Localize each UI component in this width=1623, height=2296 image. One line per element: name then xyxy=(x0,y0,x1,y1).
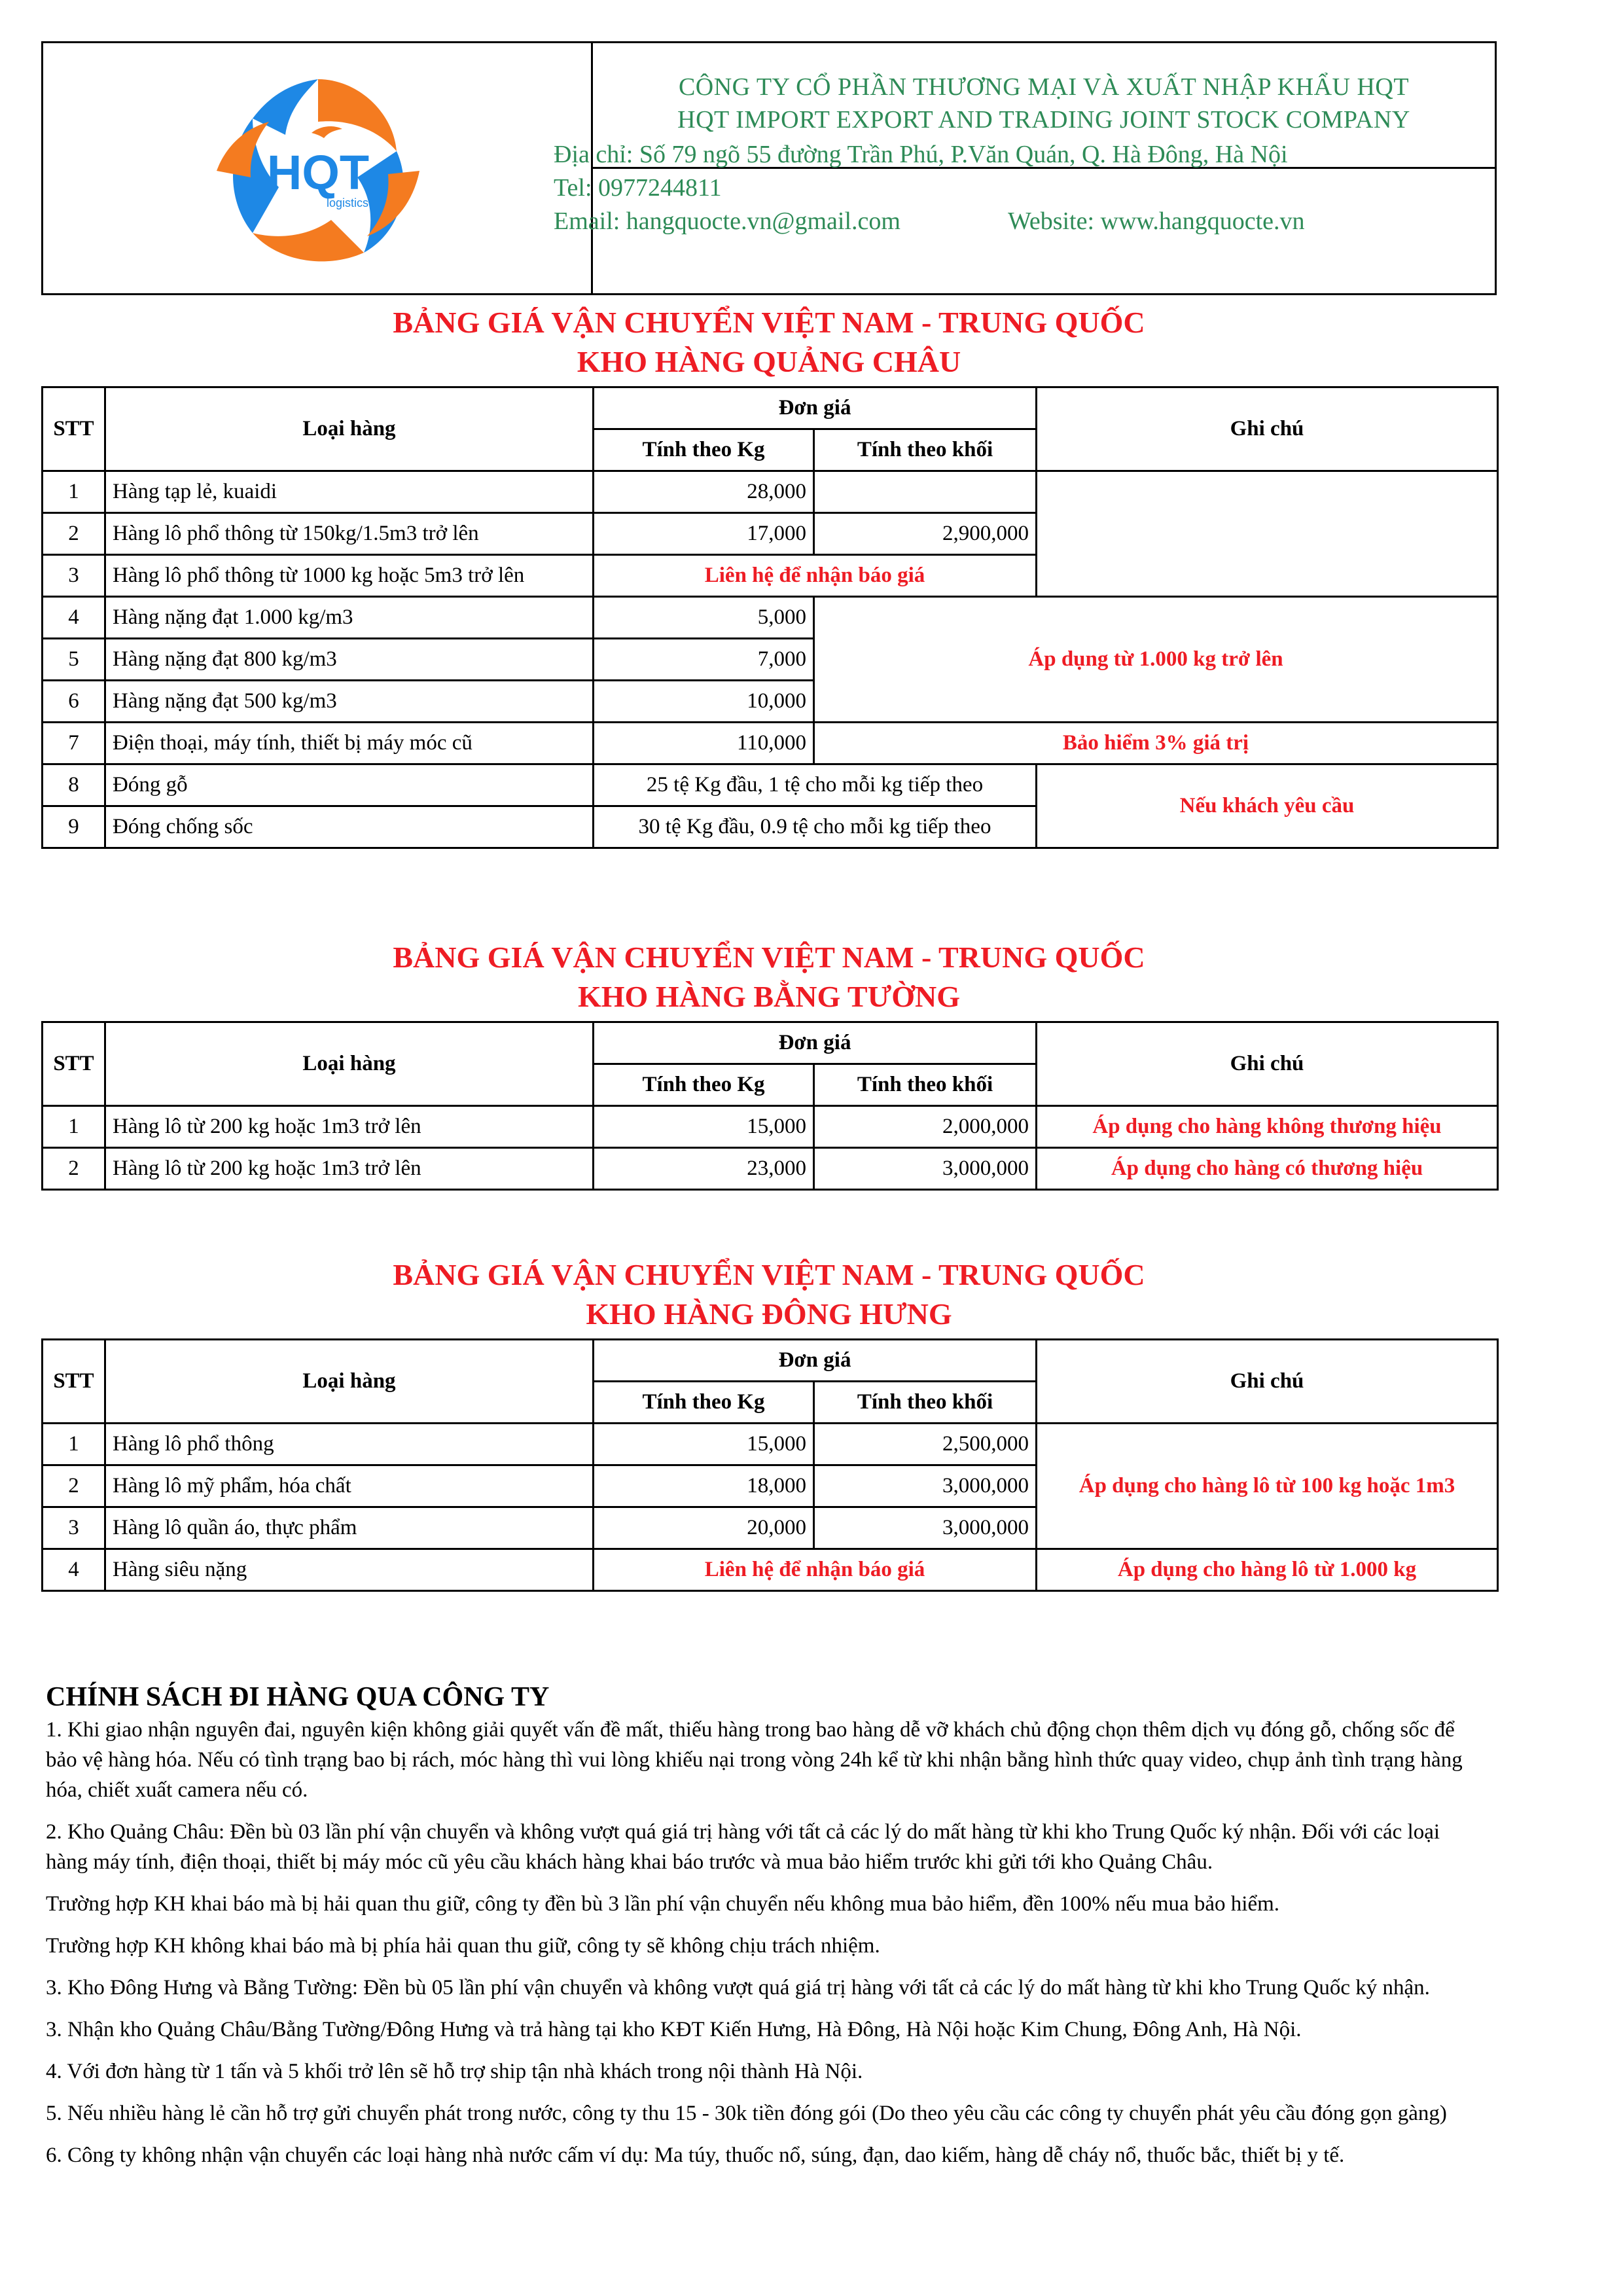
company-website: Website: www.hangquocte.vn xyxy=(1008,207,1305,235)
price-table-quang-chau xyxy=(41,386,1499,849)
table-row: 5 Hàng nặng đạt 800 kg/m3 7,000 xyxy=(43,639,1498,681)
table-row: 6 Hàng nặng đạt 500 kg/m3 10,000 xyxy=(43,681,1498,723)
policy-item: Trường hợp KH khai báo mà bị hải quan thu giữ, công ty đền bù 3 lần phí vận chuyển nếu không mua bảo hiểm, đền 100% nếu mua bảo hiểm. xyxy=(46,1892,1280,1916)
policy-title: CHÍNH SÁCH ĐI HÀNG QUA CÔNG TY xyxy=(46,1682,550,1712)
empty-note-cell xyxy=(1037,471,1498,597)
table-row: 1 Hàng lô phổ thông 15,000 2,500,000 Áp dụng cho hàng lô từ 100 kg hoặc 1m3 xyxy=(43,1424,1498,1465)
hqt-logo xyxy=(197,73,439,269)
table-row: 2 Hàng lô mỹ phẩm, hóa chất 18,000 3,000,000 xyxy=(43,1465,1498,1507)
table-row: 7 Điện thoại, máy tính, thiết bị máy móc cũ 110,000 Bảo hiểm 3% giá trị xyxy=(43,723,1498,764)
header-theo-khoi: Tính theo khối xyxy=(814,429,1037,471)
note-lot: Áp dụng cho hàng lô từ 100 kg hoặc 1m3 xyxy=(1037,1424,1498,1549)
table-row: 2 Hàng lô từ 200 kg hoặc 1m3 trở lên 23,000 3,000,000 Áp dụng cho hàng có thương hiệu xyxy=(43,1148,1498,1190)
header-theo-kg: Tính theo Kg xyxy=(594,429,814,471)
contact-for-quote: Liên hệ để nhận báo giá xyxy=(594,555,1037,597)
table-row: 9 Đóng chống sốc 30 tệ Kg đầu, 0.9 tệ cho mỗi kg tiếp theo xyxy=(43,806,1498,848)
policy-section xyxy=(46,1682,1486,2182)
table-row: 3 Hàng lô quần áo, thực phẩm 20,000 3,000,000 xyxy=(43,1507,1498,1549)
table-row: 1 Hàng tạp lẻ, kuaidi 28,000 xyxy=(43,471,1498,513)
header-loai-hang: Loại hàng xyxy=(105,387,594,471)
note-insurance: Bảo hiểm 3% giá trị xyxy=(814,723,1498,764)
policy-item: 5. Nếu nhiều hàng lẻ cần hỗ trợ gửi chuyển phát trong nước, công ty thu 15 - 30k tiền đóng gói (Do theo yêu cầu các công ty chuyển phát yêu cầu đóng gọn gàng) xyxy=(46,2102,1447,2125)
policy-item: 6. Công ty không nhận vận chuyển các loại hàng nhà nước cấm ví dụ: Ma túy, thuốc nổ, súng, đạn, dao kiếm, hàng dễ cháy nổ, thuốc bắc, thiết bị y tế. xyxy=(46,2144,1345,2167)
table-row: 1 Hàng lô từ 200 kg hoặc 1m3 trở lên 15,000 2,000,000 Áp dụng cho hàng không thương hiệu xyxy=(43,1106,1498,1148)
company-name-en: HQT IMPORT EXPORT AND TRADING JOINT STOCK COMPANY xyxy=(677,106,1410,134)
table-row: 4 Hàng nặng đạt 1.000 kg/m3 5,000 Áp dụng từ 1.000 kg trở lên xyxy=(43,597,1498,639)
note-super: Áp dụng cho hàng lô từ 1.000 kg xyxy=(1037,1549,1498,1591)
header-ghi-chu: Ghi chú xyxy=(1037,387,1498,471)
policy-item: Trường hợp KH không khai báo mà bị phía hải quan thu giữ, công ty sẽ không chịu trách nhiệm. xyxy=(46,1934,880,1958)
section2-title: BẢNG GIÁ VẬN CHUYỂN VIỆT NAM - TRUNG QUỐC xyxy=(393,941,1145,974)
section3-subtitle: KHO HÀNG ĐÔNG HƯNG xyxy=(586,1297,952,1331)
note-request: Nếu khách yêu cầu xyxy=(1037,764,1498,848)
policy-item: 3. Nhận kho Quảng Châu/Bằng Tường/Đông Hưng và trả hàng tại kho KĐT Kiến Hưng, Hà Đông, Hà Nội hoặc Kim Chung, Đông Anh, Hà Nội. xyxy=(46,2018,1302,2041)
logo-cell xyxy=(43,43,593,293)
section3-title: BẢNG GIÁ VẬN CHUYỂN VIỆT NAM - TRUNG QUỐC xyxy=(393,1258,1145,1291)
table-row: 2 Hàng lô phổ thông từ 150kg/1.5m3 trở lên 17,000 2,900,000 xyxy=(43,513,1498,555)
company-name-vn: CÔNG TY CỔ PHẦN THƯƠNG MẠI VÀ XUẤT NHẬP KHẨU HQT xyxy=(678,73,1410,101)
svg-text:logistics: logistics xyxy=(326,196,369,209)
header-stt: STT xyxy=(43,387,105,471)
svg-text:HQT: HQT xyxy=(266,145,370,200)
policy-item: 2. Kho Quảng Châu: Đền bù 03 lần phí vận chuyển và không vượt quá giá trị hàng với tất cả các lý do mất hàng từ khi kho Trung Quốc ký nhận. Đối với các loại hàng máy tính, điện thoại, thiết bị máy móc cũ yêu cầu khách hàng khai báo trước và mua bảo hiểm trước khi gửi tới kho Quảng Châu. xyxy=(46,1820,1440,1874)
header-don-gia: Đơn giá xyxy=(594,387,1037,429)
section1-subtitle: KHO HÀNG QUẢNG CHÂU xyxy=(577,345,961,378)
price-table-dong-hung: STT Loại hàng Đơn giá Ghi chú Tính theo Kg Tính theo khối 1 Hàng lô phổ thông 15,000 2,500,000 Áp dụng cho hàng lô từ 100 kg hoặc 1m3 2 Hàng lô mỹ phẩm, hóa chất 18,000 3,000,000 3 Hàng lô quần áo, thực phẩm 20,000 3,000,000 4 Hàng siêu nặng Liên hệ để nhận báo giá Áp dụng cho hàng lô từ 1.000 kg xyxy=(41,1338,1499,1592)
policy-item: 4. Với đơn hàng từ 1 tấn và 5 khối trở lên sẽ hỗ trợ ship tận nhà khách trong nội thành Hà Nội. xyxy=(46,2060,863,2083)
table-row: 3 Hàng lô phổ thông từ 1000 kg hoặc 5m3 trở lên Liên hệ để nhận báo giá xyxy=(43,555,1498,597)
company-phone: Tel: 0977244811 xyxy=(554,174,722,202)
company-address: Địa chỉ: Số 79 ngõ 55 đường Trần Phú, P.Văn Quán, Q. Hà Đông, Hà Nội xyxy=(554,141,1288,168)
price-table-bang-tuong: STT Loại hàng Đơn giá Ghi chú Tính theo Kg Tính theo khối 1 Hàng lô từ 200 kg hoặc 1m3 trở lên 15,000 2,000,000 Áp dụng cho hàng không thương hiệu 2 Hàng lô từ 200 kg hoặc 1m3 trở lên 23,000 3,000,000 Áp dụng cho hàng có thương hiệu xyxy=(41,1021,1499,1191)
table-row: 4 Hàng siêu nặng Liên hệ để nhận báo giá Áp dụng cho hàng lô từ 1.000 kg xyxy=(43,1549,1498,1591)
section2-subtitle: KHO HÀNG BẰNG TƯỜNG xyxy=(578,980,960,1013)
policy-item: 1. Khi giao nhận nguyên đai, nguyên kiện không giải quyết vấn đề mất, thiếu hàng trong bao hàng dễ vỡ khách chủ động chọn thêm dịch vụ đóng gỗ, chống sốc để bảo vệ hàng hóa. Nếu có tình trạng bao bị rách, móc hàng thì vui lòng khiếu nại trong vòng 24h kể từ khi nhận bằng hình thức quay video, chụp ảnh tình trạng hàng hóa, chiết xuất camera nếu có. xyxy=(46,1718,1463,1802)
policy-item: 3. Kho Đông Hưng và Bằng Tường: Đền bù 05 lần phí vận chuyển và không vượt quá giá trị hàng với tất cả các lý do mất hàng từ khi kho Trung Quốc ký nhận. xyxy=(46,1976,1430,2000)
table-row: 8 Đóng gỗ 25 tệ Kg đầu, 1 tệ cho mỗi kg tiếp theo Nếu khách yêu cầu xyxy=(43,764,1498,806)
note-heavy: Áp dụng từ 1.000 kg trở lên xyxy=(814,597,1498,723)
section1-title: BẢNG GIÁ VẬN CHUYỂN VIỆT NAM - TRUNG QUỐC xyxy=(393,306,1145,339)
company-email: Email: hangquocte.vn@gmail.com xyxy=(554,207,901,235)
